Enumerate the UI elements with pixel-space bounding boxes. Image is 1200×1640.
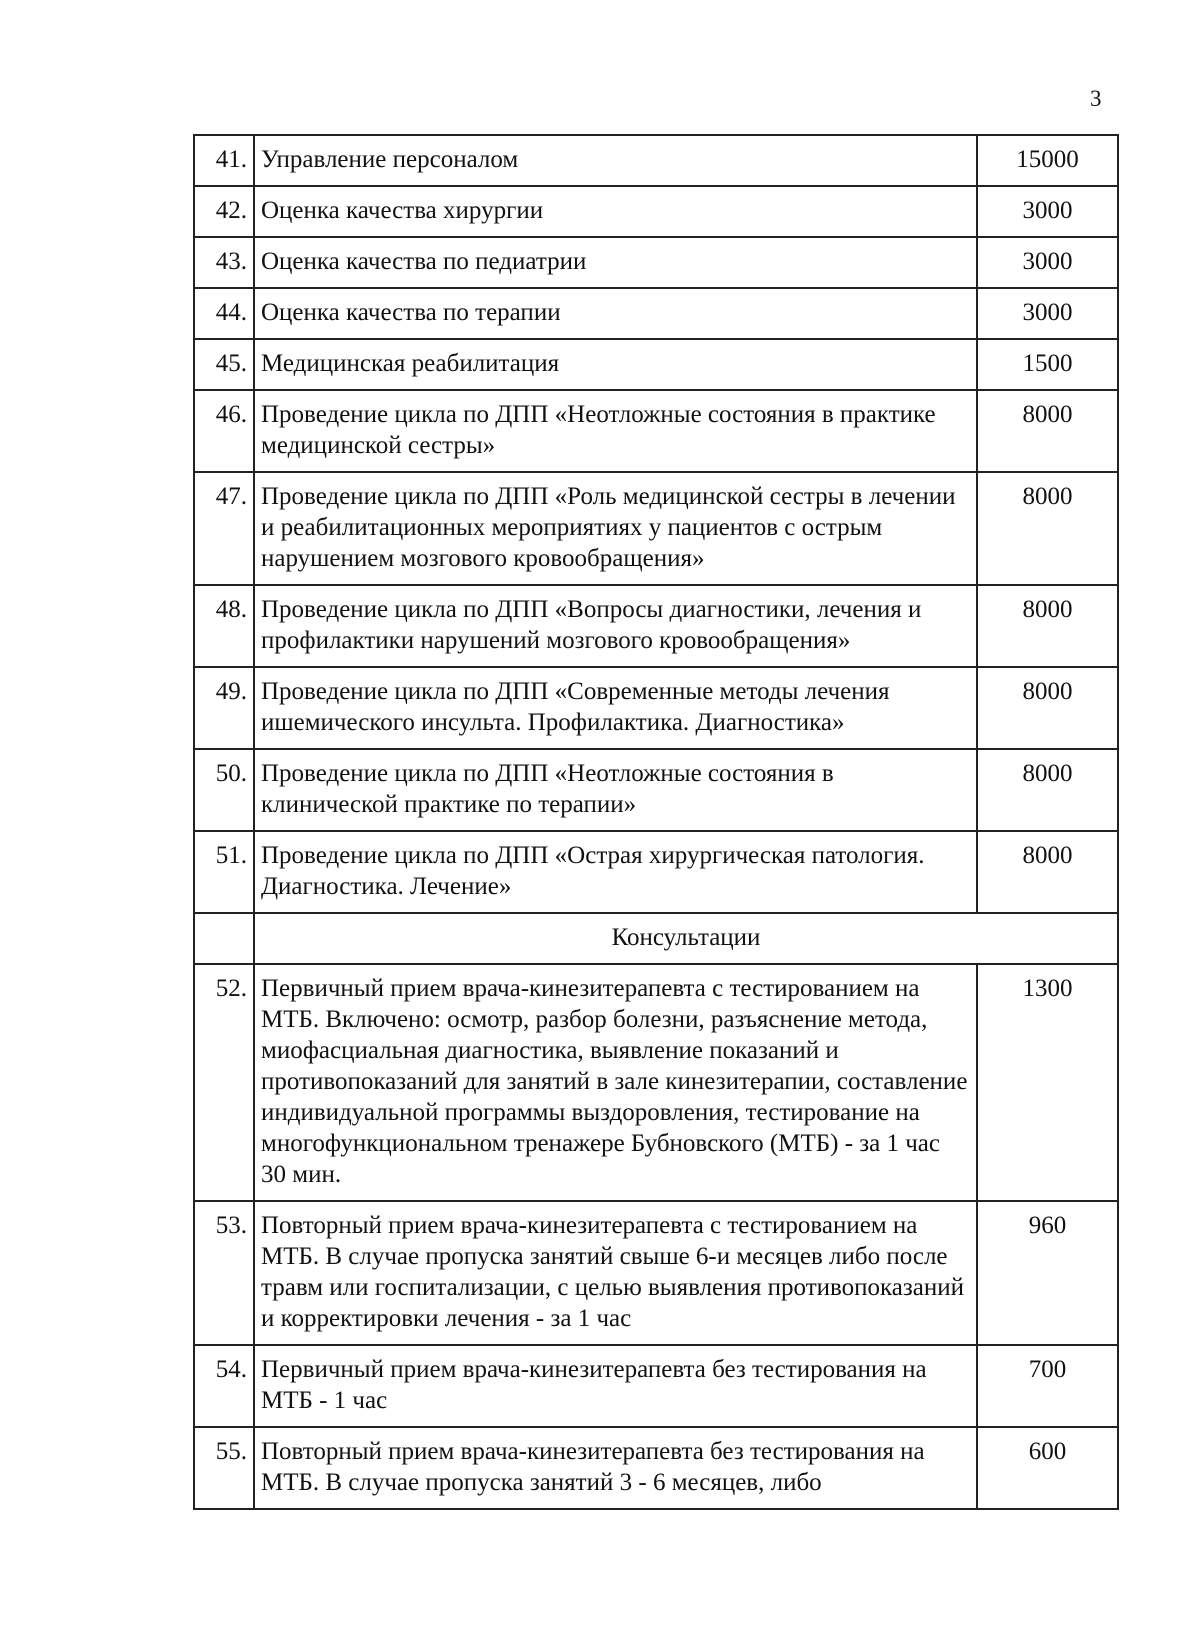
- service-name: Проведение цикла по ДПП «Роль медицинской сестры в лечении и реабилитационных мероприятиях у пациентов с острым нарушением мозгового кровообращения»: [254, 472, 977, 585]
- table-row: [194, 749, 1118, 831]
- price-list-table: [193, 134, 1119, 1510]
- service-price: 8000: [977, 390, 1118, 472]
- service-name: Повторный прием врача-кинезитерапевта с тестированием на МТБ. В случае пропуска занятий свыше 6-и месяцев либо после травм или госпитализации, с целью выявления противопоказаний и корректировки лечения - за 1 час: [254, 1201, 977, 1345]
- service-name: Проведение цикла по ДПП «Вопросы диагностики, лечения и профилактики нарушений мозгового кровообращения»: [254, 585, 977, 667]
- service-price: 600: [977, 1427, 1118, 1509]
- row-number: 53.: [194, 1201, 254, 1345]
- service-name: Управление персоналом: [254, 135, 977, 186]
- service-name: Проведение цикла по ДПП «Неотложные состояния в клинической практике по терапии»: [254, 749, 977, 831]
- table-row: [194, 1345, 1118, 1427]
- section-header-row: [194, 913, 1118, 964]
- table-row: [194, 186, 1118, 237]
- row-number: 45.: [194, 339, 254, 390]
- row-number: 46.: [194, 390, 254, 472]
- service-name: Проведение цикла по ДПП «Неотложные состояния в практике медицинской сестры»: [254, 390, 977, 472]
- table-row: [194, 585, 1118, 667]
- service-name: Оценка качества по терапии: [254, 288, 977, 339]
- section-title: Консультации: [254, 913, 1118, 964]
- row-number: 52.: [194, 964, 254, 1201]
- table-row: [194, 472, 1118, 585]
- service-price: 3000: [977, 186, 1118, 237]
- row-number: 55.: [194, 1427, 254, 1509]
- table-row: [194, 964, 1118, 1201]
- row-number: 44.: [194, 288, 254, 339]
- row-number: 42.: [194, 186, 254, 237]
- table-row: [194, 1427, 1118, 1509]
- service-price: 8000: [977, 749, 1118, 831]
- service-price: 8000: [977, 831, 1118, 913]
- row-number: 47.: [194, 472, 254, 585]
- table-row: [194, 831, 1118, 913]
- page-number: 3: [1090, 86, 1102, 111]
- table-row: [194, 390, 1118, 472]
- row-number: 50.: [194, 749, 254, 831]
- row-number: 48.: [194, 585, 254, 667]
- service-name: Медицинская реабилитация: [254, 339, 977, 390]
- service-price: 15000: [977, 135, 1118, 186]
- row-number: 41.: [194, 135, 254, 186]
- table-row: [194, 667, 1118, 749]
- service-name: Проведение цикла по ДПП «Острая хирургическая патология. Диагностика. Лечение»: [254, 831, 977, 913]
- empty-cell: [194, 913, 254, 964]
- service-name: Оценка качества хирургии: [254, 186, 977, 237]
- service-name: Повторный прием врача-кинезитерапевта без тестирования на МТБ. В случае пропуска занятий 3 - 6 месяцев, либо: [254, 1427, 977, 1509]
- table-row: [194, 339, 1118, 390]
- row-number: 51.: [194, 831, 254, 913]
- table-row: [194, 288, 1118, 339]
- table-row: [194, 1201, 1118, 1345]
- service-price: 1500: [977, 339, 1118, 390]
- service-name: Первичный прием врача-кинезитерапевта с тестированием на МТБ. Включено: осмотр, разбор болезни, разъяснение метода, миофасциальная диагностика, выявление показаний и противопоказаний для занятий в зале кинезитерапии, составление индивидуальной программы выздоровления, тестирование на многофункциональном тренажере Бубновского (МТБ) - за 1 час 30 мин.: [254, 964, 977, 1201]
- row-number: 54.: [194, 1345, 254, 1427]
- service-price: 3000: [977, 237, 1118, 288]
- service-name: Оценка качества по педиатрии: [254, 237, 977, 288]
- table-row: [194, 135, 1118, 186]
- service-price: 700: [977, 1345, 1118, 1427]
- service-price: 1300: [977, 964, 1118, 1201]
- row-number: 43.: [194, 237, 254, 288]
- service-price: 8000: [977, 667, 1118, 749]
- service-name: Первичный прием врача-кинезитерапевта без тестирования на МТБ - 1 час: [254, 1345, 977, 1427]
- table-row: [194, 237, 1118, 288]
- service-name: Проведение цикла по ДПП «Современные методы лечения ишемического инсульта. Профилактика. Диагностика»: [254, 667, 977, 749]
- service-price: 8000: [977, 472, 1118, 585]
- service-price: 3000: [977, 288, 1118, 339]
- service-price: 960: [977, 1201, 1118, 1345]
- service-price: 8000: [977, 585, 1118, 667]
- row-number: 49.: [194, 667, 254, 749]
